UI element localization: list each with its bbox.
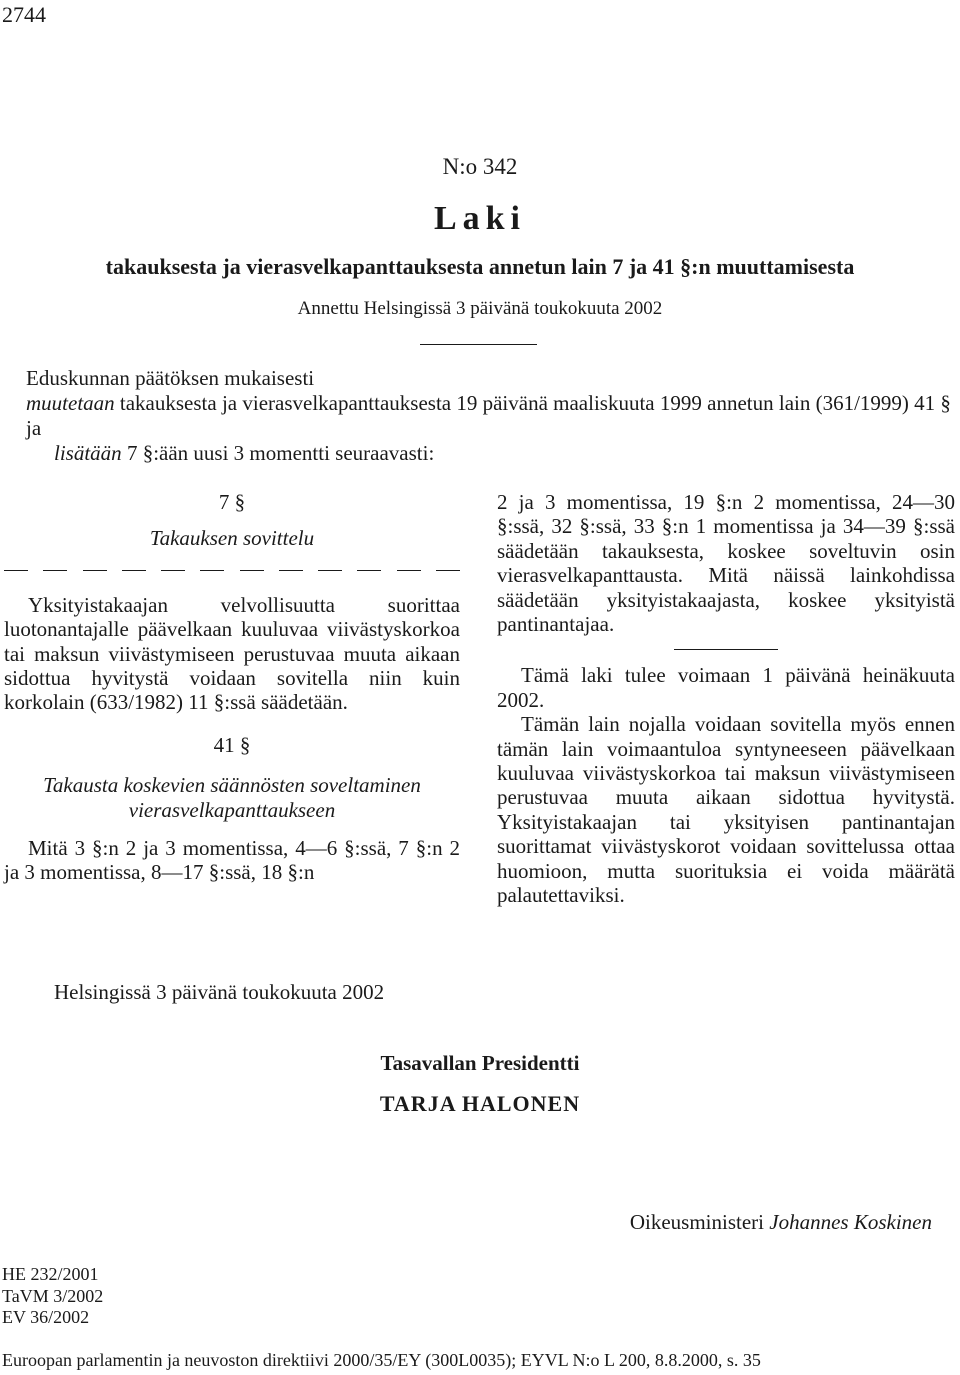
preamble: [26, 366, 956, 466]
signing-place-date: Helsingissä 3 päivänä toukokuuta 2002: [54, 980, 385, 1004]
minister-name: Johannes Koskinen: [769, 1210, 932, 1234]
statute-type: Laki: [433, 200, 527, 237]
ref-parliament-reply: EV 36/2002: [2, 1307, 90, 1327]
page-number: 2744: [2, 2, 46, 27]
header-divider: [420, 344, 537, 345]
president-title: Tasavallan Presidentti: [380, 1051, 580, 1075]
section-41-number: 41 §: [213, 732, 251, 757]
amend-keyword: muutetaan: [26, 391, 115, 415]
entry-into-force-divider: [674, 649, 778, 650]
preamble-add: [26, 441, 956, 466]
right-column: [497, 490, 955, 908]
statute-title: takauksesta ja vierasvelkapanttauksesta annetun lain 7 ja 41 §:n muuttamisesta: [105, 254, 855, 279]
section-41-paragraph-cont: 2 ja 3 momentissa, 19 §:n 2 momentissa, 24—30 §:ssä, 32 §:ssä, 33 §:n 1 momentissa ja 34—39 §:ssä säädetään takauksesta, koskee soveltuvin osin vierasvelkapanttausta. Mitä näissä lainkohdissa säädetään yksityistakaajasta, koskee yksityistä pantinantajaa.: [497, 490, 955, 637]
entry-into-force-paragraph: Tämä laki tulee voimaan 1 päivänä heinäkuuta 2002.: [497, 663, 955, 712]
section-41-heading-2: vierasvelkapanttaukseen: [128, 797, 336, 822]
preamble-intro: Eduskunnan päätöksen mukaisesti: [26, 366, 315, 390]
ref-government-proposal: HE 232/2001: [2, 1264, 99, 1284]
section-41-heading-1: Takausta koskevien säännösten soveltaminen: [43, 773, 421, 798]
statute-number: N:o 342: [442, 154, 518, 179]
amend-text: takauksesta ja vierasvelkapanttauksesta 19 päivänä maaliskuuta 1999 annetun lain (361/1999) 41 § ja: [26, 391, 951, 440]
section-7-heading: Takauksen sovittelu: [149, 526, 315, 551]
given-date: Annettu Helsingissä 3 päivänä toukokuuta 2002: [297, 298, 663, 319]
president-name: TARJA HALONEN: [379, 1091, 581, 1116]
ref-committee-report: TaVM 3/2002: [2, 1285, 104, 1306]
legislative-references: [2, 1264, 103, 1329]
omitted-text-marker: [4, 559, 460, 583]
add-keyword: lisätään: [54, 441, 122, 465]
section-41-paragraph-start: Mitä 3 §:n 2 ja 3 momentissa, 4—6 §:ssä, 7 §:n 2 ja 3 momentissa, 8—17 §:ssä, 18 §:n: [4, 836, 460, 885]
left-column: [4, 490, 460, 885]
section-7-paragraph: Yksityistakaajan velvollisuutta suorittaa luotonantajalle päävelkaan kuuluvaa viivästyskorkoa tai maksun viivästymiseen perustuvaa muuta aikaan sidottua hyvitystä voidaan sovitella niin kuin korkolain (633/1982) 11 §:ssä säädetään.: [4, 592, 460, 715]
transitional-paragraph: Tämän lain nojalla voidaan sovitella myös ennen tämän lain voimaantuloa syntyneeseen päävelkaan kuuluvaa viivästyskorkoa tai maksun viivästymiseen perustuvaa muuta aikaan sidottua hyvitystä. Yksityistakaajan tai yksityisen pantinantajan suorittamat viivästyskorot voidaan sovittelussa ottaa huomioon, mutta suorituksia ei voida määrätä palautettaviksi.: [497, 712, 955, 908]
section-7-number: 7 §: [218, 490, 246, 514]
add-text: 7 §:ään uusi 3 momentti seuraavasti:: [121, 441, 435, 465]
ref-eu-directive: Euroopan parlamentin ja neuvoston direktiivi 2000/35/EY (300L0035); EYVL N:o L 200, 8.8.2000, s. 35: [2, 1350, 761, 1370]
minister-title: Oikeusministeri: [629, 1210, 770, 1234]
preamble-amend: [26, 391, 956, 441]
minister-signature: [560, 1210, 932, 1235]
